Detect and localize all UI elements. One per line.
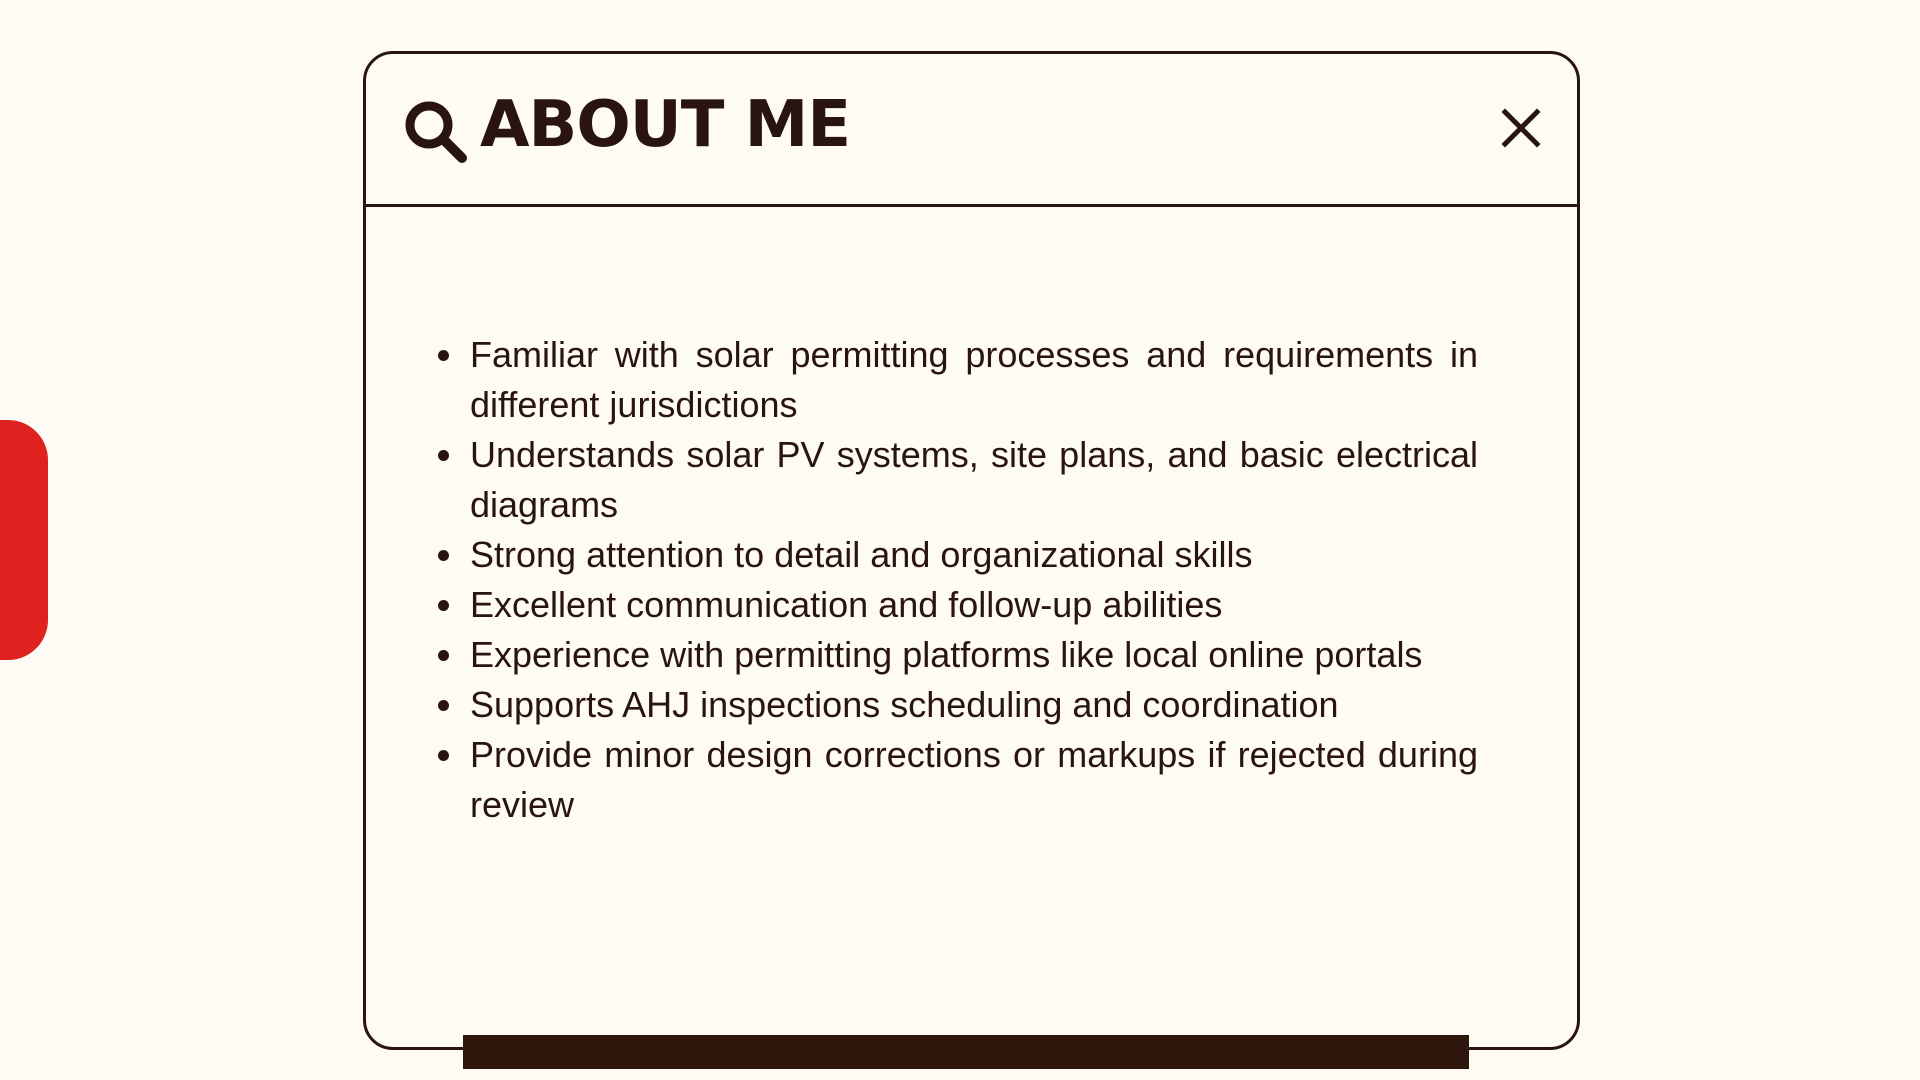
list-item: Provide minor design corrections or markups if rejected during review <box>434 730 1478 830</box>
close-icon[interactable] <box>1497 104 1545 152</box>
list-item: Excellent communication and follow-up abilities <box>434 580 1478 630</box>
about-me-list <box>434 330 1478 830</box>
list-item: Familiar with solar permitting processes and requirements in different jurisdictions <box>434 330 1478 430</box>
list-item: Supports AHJ inspections scheduling and coordination <box>434 680 1478 730</box>
window-title: ABOUT ME <box>480 88 851 162</box>
list-item: Experience with permitting platforms like local online portals <box>434 630 1478 680</box>
red-side-tab <box>0 420 48 660</box>
list-item: Understands solar PV systems, site plans, and basic electrical diagrams <box>434 430 1478 530</box>
window-titlebar <box>366 54 1577 207</box>
bottom-bar <box>463 1035 1469 1069</box>
list-item: Strong attention to detail and organizational skills <box>434 530 1478 580</box>
about-me-window <box>363 51 1580 1050</box>
search-icon <box>402 98 470 166</box>
about-me-content <box>434 330 1478 830</box>
